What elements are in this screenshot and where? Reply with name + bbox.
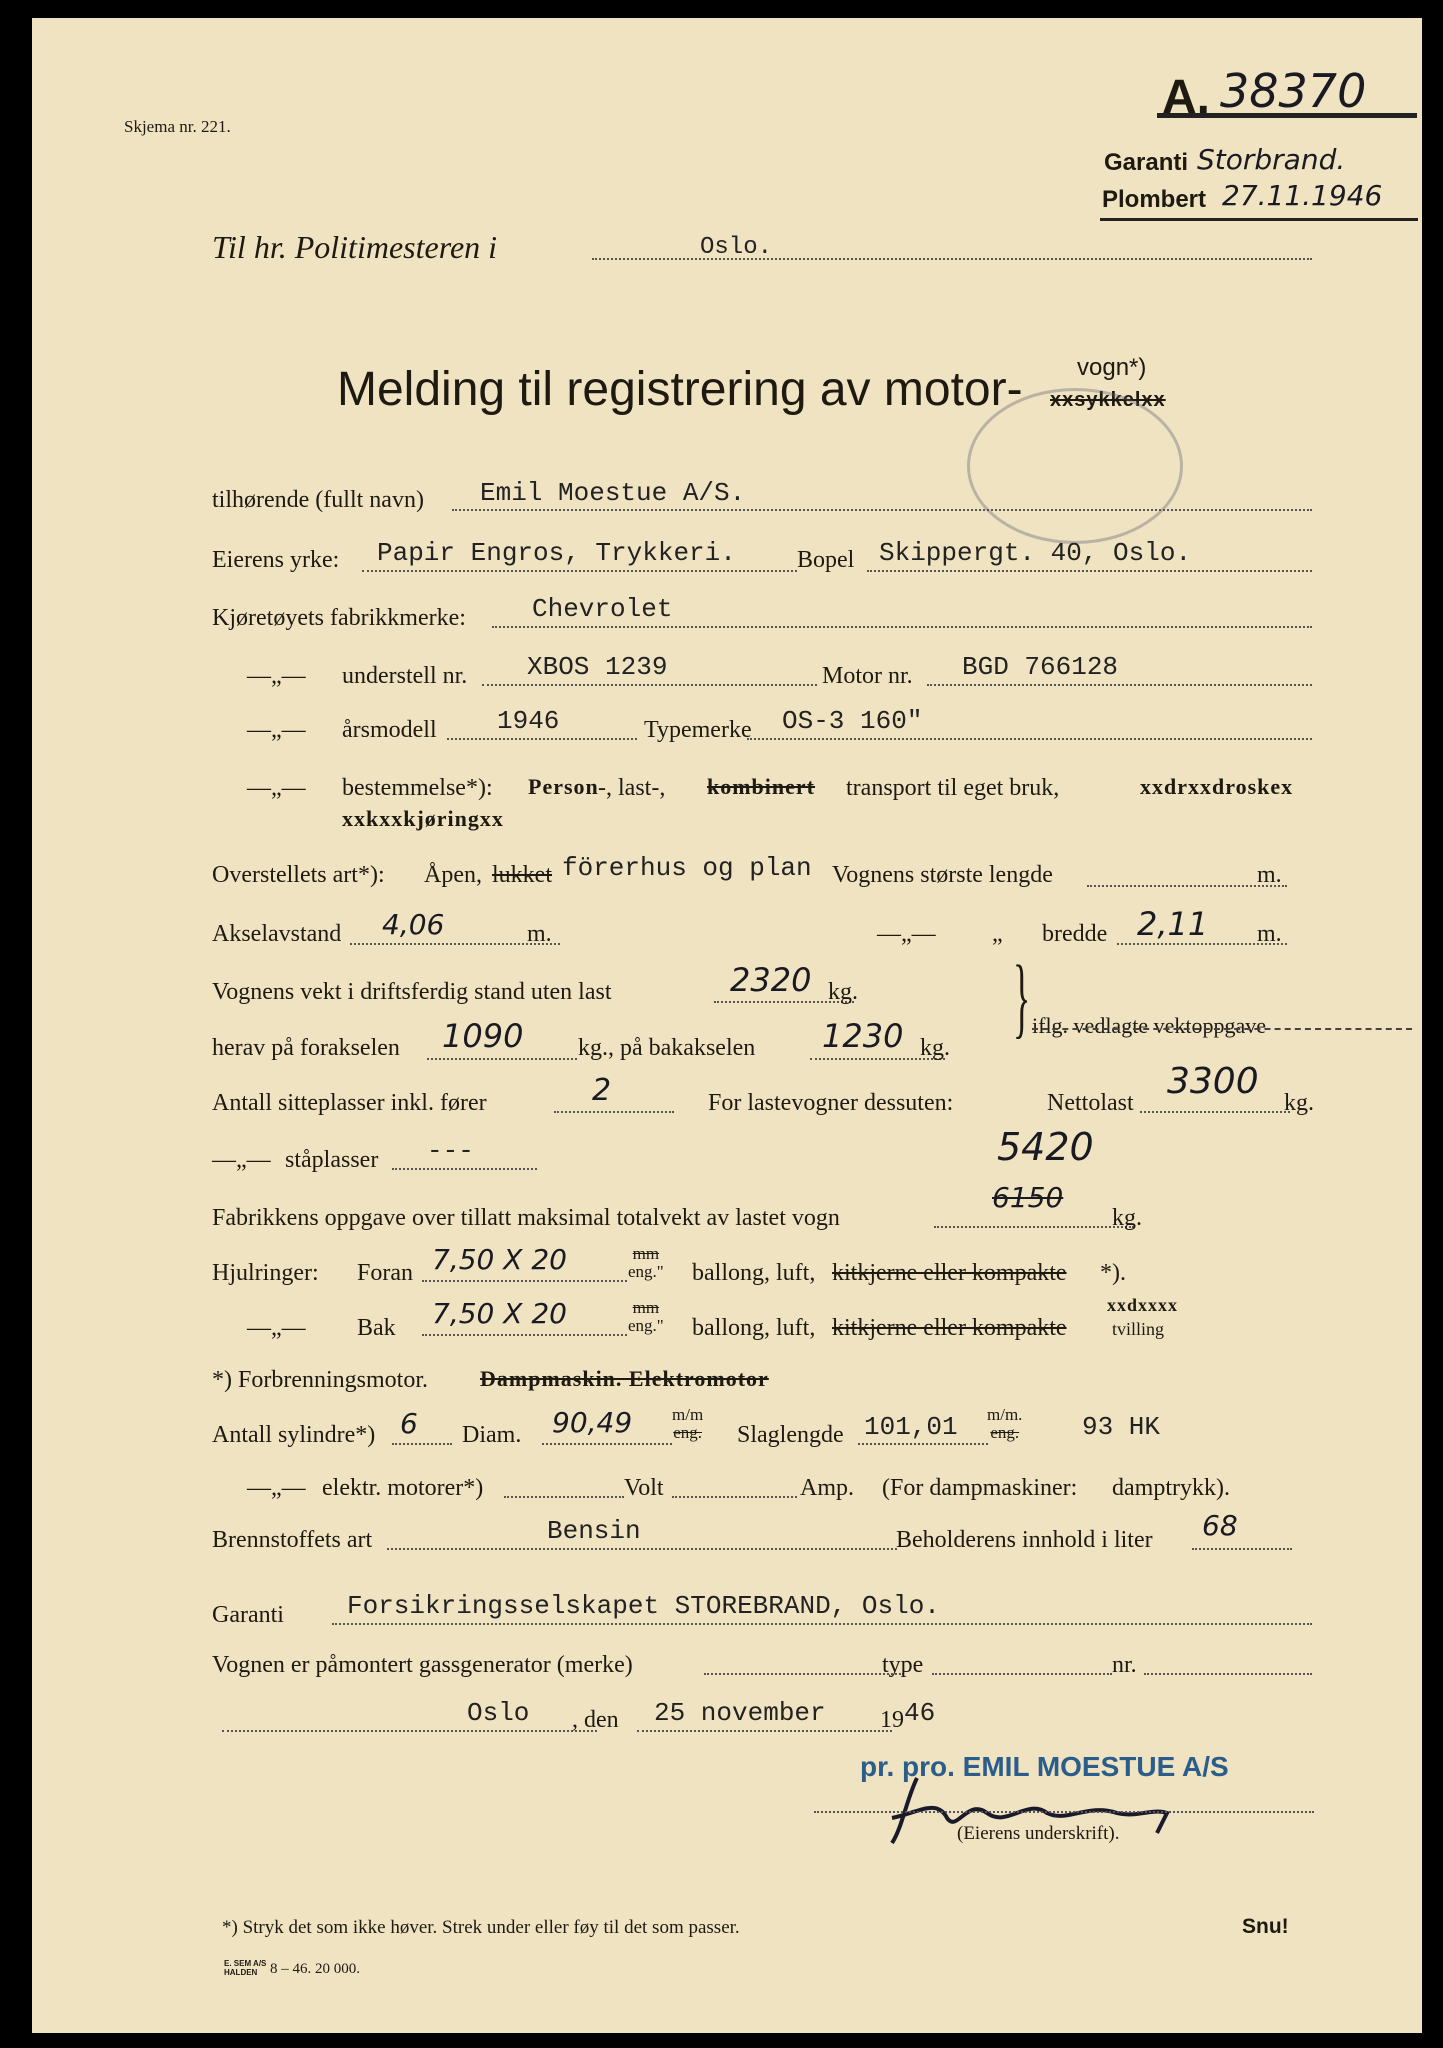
signature-line <box>814 1811 1314 1813</box>
body-closed-struck: lukket <box>492 862 552 888</box>
title-vogn: vogn*) <box>1077 354 1147 381</box>
addressee-label: Til hr. Politimesteren i <box>212 229 498 265</box>
steam-label-2: damptrykk). <box>1112 1475 1230 1501</box>
tank-label: Beholderens innhold i liter <box>896 1527 1153 1553</box>
ditto-mark: —„— <box>247 775 306 801</box>
reg-number: 38370 <box>1220 64 1367 118</box>
maxweight-line <box>934 1226 1134 1228</box>
purpose-droske-struck: xxdrxxdroskex <box>1140 774 1294 799</box>
owner-label: tilhørende (fullt navn) <box>212 487 424 513</box>
cyl-value: 6 <box>400 1407 418 1440</box>
electric-line <box>504 1496 624 1498</box>
volt-line <box>672 1496 797 1498</box>
purpose-kombinert: kombinert <box>707 774 815 799</box>
make-line <box>492 626 1312 628</box>
residence-label: Bopel <box>797 547 855 573</box>
tvilling-label: tvilling <box>1112 1319 1165 1339</box>
seats-label: Antall sitteplasser inkl. fører <box>212 1090 487 1116</box>
tank-value: 68 <box>1202 1509 1238 1542</box>
purpose-line2-struck: xxkxxkjøringxx <box>342 806 504 831</box>
fuel-label: Brennstoffets art <box>212 1527 373 1553</box>
netload-unit: kg. <box>1284 1090 1314 1116</box>
stroke-unit: m/m. eng. <box>987 1405 1023 1442</box>
title-sykkel-struck: xxsykkelxx <box>1050 389 1166 411</box>
rear-unit: mm eng." <box>628 1298 664 1335</box>
rear-tire-type: ballong, luft, <box>692 1315 816 1341</box>
truck-label: For lastevogner dessuten: <box>708 1090 954 1116</box>
guarantee-value: Forsikringsselskapet STOREBRAND, Oslo. <box>347 1591 940 1621</box>
footer-note: *) Stryk det som ikke høver. Strek under eller føy til det som passer. <box>222 1917 740 1938</box>
year-value: 1946 <box>497 706 560 736</box>
rear-axle-unit: kg. <box>920 1035 950 1061</box>
front-tire-struck: kitkjerne eller kompakte <box>832 1260 1067 1286</box>
sign-place: Oslo <box>467 1698 530 1728</box>
wheelbase-unit: m. <box>527 921 552 947</box>
rear-label: Bak <box>357 1315 396 1341</box>
form-page <box>32 18 1422 2033</box>
steam-label: (For dampmaskiner: <box>882 1475 1078 1501</box>
fuel-line <box>387 1548 897 1550</box>
weight-note-strike <box>1032 1028 1412 1030</box>
page-title: Melding til registrering av motor- <box>337 363 1023 416</box>
company-stamp: pr. pro. EMIL MOESTUE A/S <box>860 1751 1229 1782</box>
front-tire-type: ballong, luft, <box>692 1260 816 1286</box>
gas-type-label: type <box>882 1652 924 1678</box>
standing-line <box>392 1168 537 1170</box>
weight-value: 2320 <box>730 961 812 999</box>
stroke-value: 101,01 <box>864 1412 958 1442</box>
faded-round-stamp <box>967 388 1183 544</box>
cyl-label: Antall sylindre*) <box>212 1422 376 1448</box>
turn-over: Snu! <box>1242 1915 1289 1938</box>
electric-label: elektr. motorer*) <box>322 1475 484 1501</box>
sign-year-suffix: 46 <box>904 1698 936 1728</box>
print-info: 8 – 46. 20 000. <box>270 1961 360 1977</box>
netload-line <box>1140 1111 1290 1113</box>
ditto-mark: —„— <box>877 921 936 947</box>
purpose-label: bestemmelse*): <box>342 775 493 801</box>
owner-line <box>452 509 1312 511</box>
sign-date-line <box>637 1730 892 1732</box>
reg-underline <box>1157 113 1417 118</box>
plombert-label: Plombert <box>1102 186 1207 213</box>
tank-line <box>1192 1548 1292 1550</box>
purpose-transport: transport til eget bruk, <box>846 775 1060 801</box>
gas-type-line <box>932 1673 1112 1675</box>
make-value: Chevrolet <box>532 594 673 624</box>
year-label: årsmodell <box>342 717 437 743</box>
chassis-value: XBOS 1239 <box>527 652 668 682</box>
diam-label: Diam. <box>462 1422 522 1448</box>
maxweight-label: Fabrikkens oppgave over tillatt maksimal totalvekt av lastet vogn <box>212 1205 840 1231</box>
year-line <box>447 738 637 740</box>
front-unit: mm eng." <box>628 1244 664 1281</box>
weight-unit: kg. <box>828 979 858 1005</box>
motor-label: Motor nr. <box>822 663 913 689</box>
profession-label: Eierens yrke: <box>212 547 340 573</box>
motor-line <box>927 684 1312 686</box>
length-unit: m. <box>1257 862 1282 888</box>
addressee-line <box>592 258 1312 260</box>
width-value: 2,11 <box>1137 905 1209 943</box>
sign-den: , den <box>572 1707 619 1733</box>
netload-value: 3300 <box>1167 1061 1259 1102</box>
rear-axle-value: 1230 <box>822 1017 904 1055</box>
rear-tire-line <box>422 1334 627 1336</box>
make-label: Kjøretøyets fabrikkmerke: <box>212 605 466 631</box>
chassis-label: understell nr. <box>342 663 468 689</box>
sign-date: 25 november <box>654 1698 826 1728</box>
sign-place-line <box>222 1730 597 1732</box>
stroke-line <box>858 1443 988 1445</box>
gas-make-line <box>704 1673 904 1675</box>
front-tire-line <box>422 1280 627 1282</box>
guarantee-label: Garanti <box>212 1602 284 1628</box>
ditto-mark: —„— <box>212 1147 271 1173</box>
garanti-label: Garanti <box>1104 149 1189 176</box>
width-label: bredde <box>1042 921 1108 947</box>
body-label: Overstellets art*): <box>212 862 385 888</box>
rear-tire-value: 7,50 X 20 <box>432 1297 567 1330</box>
seats-line <box>554 1111 674 1113</box>
ditto-mark: —„— <box>247 663 306 689</box>
length-label: Vognens største lengde <box>832 862 1053 888</box>
reg-prefix: A. <box>1162 71 1210 124</box>
stroke-label: Slaglengde <box>737 1422 844 1448</box>
motor-value: BGD 766128 <box>962 652 1119 682</box>
rear-axle-label: kg., på bakakselen <box>578 1035 756 1061</box>
body-open: Åpen, <box>424 862 482 888</box>
residence-line <box>867 570 1312 572</box>
ditto-mark: —„— <box>247 717 306 743</box>
purpose-mid: -, last-, <box>598 775 666 801</box>
front-axle-value: 1090 <box>442 1017 524 1055</box>
body-value: förerhus og plan <box>562 853 812 883</box>
type-label: Typemerke <box>644 717 752 743</box>
tires-label: Hjulringer: <box>212 1260 319 1286</box>
standing-value: --- <box>427 1136 474 1166</box>
tvilling-struck: xxdxxxx <box>1107 1295 1179 1315</box>
type-line <box>747 738 1312 740</box>
width-unit: m. <box>1257 921 1282 947</box>
front-label: Foran <box>357 1260 413 1286</box>
ditto-mark: —„— <box>247 1475 306 1501</box>
sign-year-prefix: 19 <box>880 1707 904 1733</box>
volt-label: Volt <box>624 1475 664 1501</box>
chassis-line <box>482 684 817 686</box>
garanti-value: Storbrand. <box>1197 143 1346 176</box>
owner-value: Emil Moestue A/S. <box>480 478 746 508</box>
maxweight-unit: kg. <box>1112 1205 1142 1231</box>
profession-line <box>362 570 797 572</box>
fuel-value: Bensin <box>547 1516 641 1546</box>
wheelbase-label: Akselavstand <box>212 921 342 947</box>
gas-nr-label: nr. <box>1112 1652 1137 1678</box>
hp-value: 93 HK <box>1082 1412 1161 1442</box>
maxweight-new: 5420 <box>997 1125 1094 1169</box>
front-axle-line <box>427 1058 577 1060</box>
diam-unit: m/m eng. <box>672 1405 704 1442</box>
residence-value: Skippergt. 40, Oslo. <box>879 538 1192 568</box>
signature-caption: (Eierens underskrift). <box>957 1823 1120 1844</box>
type-value: OS-3 160" <box>782 706 923 736</box>
maxweight-old: 6150 <box>992 1181 1064 1214</box>
ditto-quote: „ <box>992 921 1003 947</box>
ditto-mark: —„— <box>247 1315 306 1341</box>
weight-label: Vognens vekt i driftsferdig stand uten last <box>212 979 612 1005</box>
form-number: Skjema nr. 221. <box>124 117 231 136</box>
diam-value: 90,49 <box>552 1406 633 1439</box>
plombert-underline <box>1100 218 1418 221</box>
engine-type-struck: Dampmaskin. Elektromotor <box>480 1366 769 1391</box>
cyl-line <box>392 1443 452 1445</box>
standing-label: ståplasser <box>285 1147 379 1173</box>
weight-note: iflg. vedlagte vektoppgave <box>1032 1013 1266 1038</box>
seats-value: 2 <box>592 1073 612 1108</box>
netload-label: Nettolast <box>1047 1090 1134 1116</box>
front-axle-label: herav på forakselen <box>212 1035 400 1061</box>
gas-label: Vognen er påmontert gassgenerator (merke) <box>212 1652 633 1678</box>
front-tire-value: 7,50 X 20 <box>432 1243 567 1276</box>
wheelbase-value: 4,06 <box>382 908 445 941</box>
gas-nr-line <box>1144 1673 1312 1675</box>
bracket: } <box>1012 948 1031 1047</box>
front-tire-end: *). <box>1100 1260 1126 1286</box>
addressee-city: Oslo. <box>700 234 773 261</box>
plombert-date: 27.11.1946 <box>1222 179 1383 212</box>
profession-value: Papir Engros, Trykkeri. <box>377 538 736 568</box>
amp-label: Amp. <box>800 1475 854 1501</box>
purpose-person: Person <box>528 774 599 799</box>
guarantee-line <box>332 1623 1312 1625</box>
rear-tire-struck: kitkjerne eller kompakte <box>832 1315 1067 1341</box>
printer-mark: E. SEM A/S HALDEN <box>224 1959 267 1977</box>
diam-line <box>542 1443 672 1445</box>
engine-type-label: *) Forbrenningsmotor. <box>212 1367 428 1393</box>
